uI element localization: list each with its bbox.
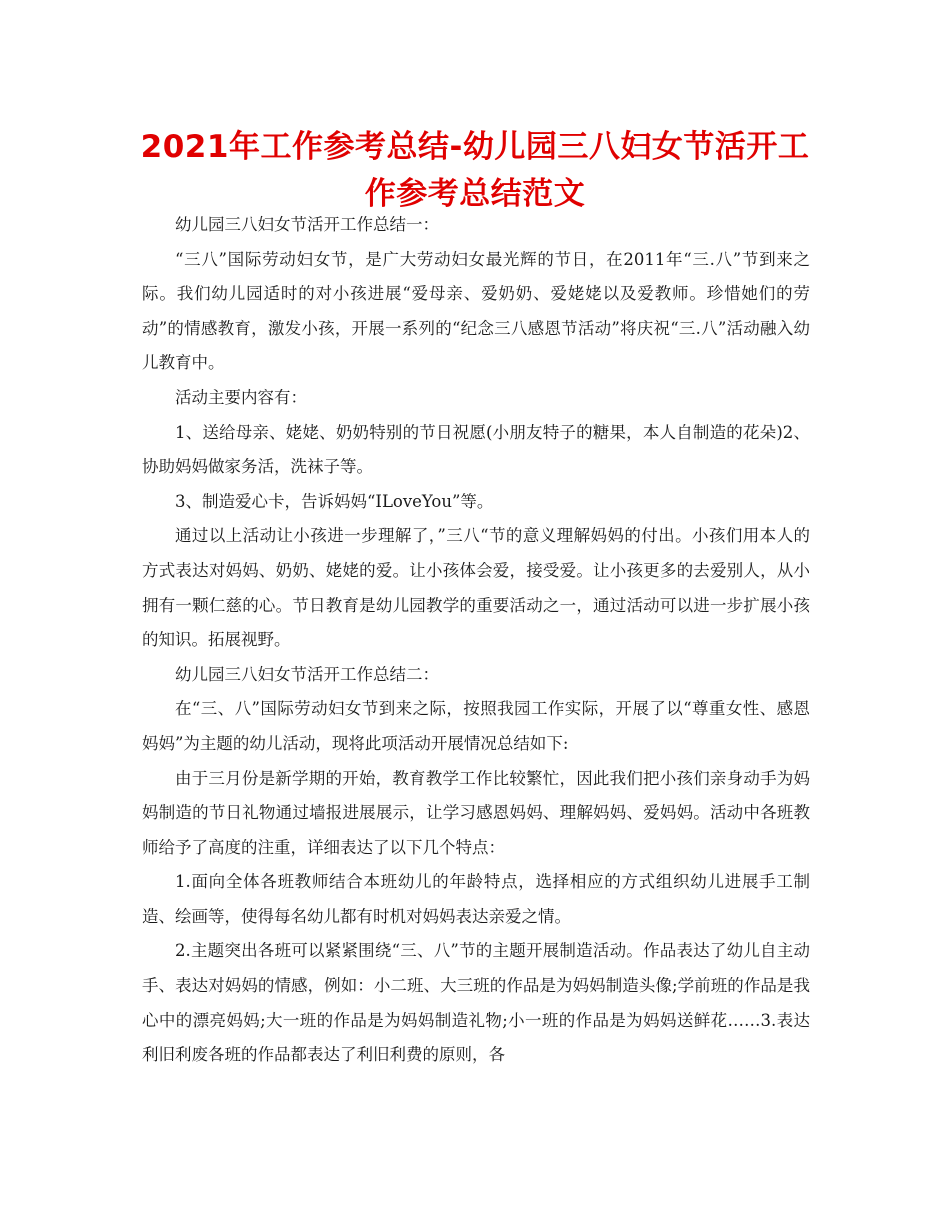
list-item: 2.主题突出各班可以紧紧围绕“三、八”节的主题开展制造活动。作品表达了幼儿自主动手、表达对妈妈的情感，例如：小二班、大三班的作品是为妈妈制造头像;学前班的作品是我心中的漂亮妈妈;大一班的作品是为妈妈制造礼物;小一班的作品是为妈妈送鲜花……3.表达利旧利废各班的作品都表达了利旧利费的原则，各: [142, 941, 810, 1065]
section-heading-one: 幼儿园三八妇女节活开工作总结一：: [175, 215, 439, 234]
body-paragraph: 在“三、八”国际劳动妇女节到来之际，按照我园工作实际，开展了以“尊重女性、感恩妈妈”为主题的幼儿活动，现将此项活动开展情况总结如下:: [142, 699, 810, 753]
document-body: [142, 208, 810, 1073]
body-paragraph: “三八”国际劳动妇女节，是广大劳动妇女最光辉的节日，在2011年“三.八”节到来之际。我们幼儿园适时的对小孩进展“爱母亲、爱奶奶、爱姥姥以及爱教师。珍惜她们的劳动”的情感教育，激发小孩，开展一系列的“纪念三八感恩节活动”将庆祝“三.八”活动融入幼儿教育中。: [142, 249, 810, 373]
body-paragraph: 活动主要内容有：: [175, 387, 307, 407]
list-item: 3、制造爱心卡，告诉妈妈“ILoveYou”等。: [175, 491, 494, 511]
body-paragraph: 通过以上活动让小孩进一步理解了，”三八“节的意义理解妈妈的付出。小孩们用本人的方式表达对妈妈、奶奶、姥姥的爱。让小孩体会爱，接受爱。让小孩更多的去爱别人，从小拥有一颗仁慈的心。节日教育是幼儿园教学的重要活动之一，通过活动可以进一步扩展小孩的知识。拓展视野。: [142, 526, 810, 650]
document-title: 2021年工作参考总结-幼儿园三八妇女节活开工作参考总结范文: [140, 129, 810, 212]
body-paragraph: 由于三月份是新学期的开始，教育教学工作比较繁忙，因此我们把小孩们亲身动手为妈妈制造的节日礼物通过墙报进展展示，让学习感恩妈妈、理解妈妈、爱妈妈。活动中各班教师给予了高度的注重，详细表达了以下几个特点：: [142, 768, 810, 857]
list-item: 1.面向全体各班教师结合本班幼儿的年龄特点，选择相应的方式组织幼儿进展手工制造、绘画等，使得每名幼儿都有时机对妈妈表达亲爱之情。: [142, 872, 810, 926]
list-item: 1、送给母亲、姥姥、奶奶特别的节日祝愿(小朋友特子的糖果，本人自制造的花朵)2、协助妈妈做家务活，洗袜子等。: [142, 422, 810, 477]
section-heading-two: 幼儿园三八妇女节活开工作总结二：: [175, 664, 439, 684]
